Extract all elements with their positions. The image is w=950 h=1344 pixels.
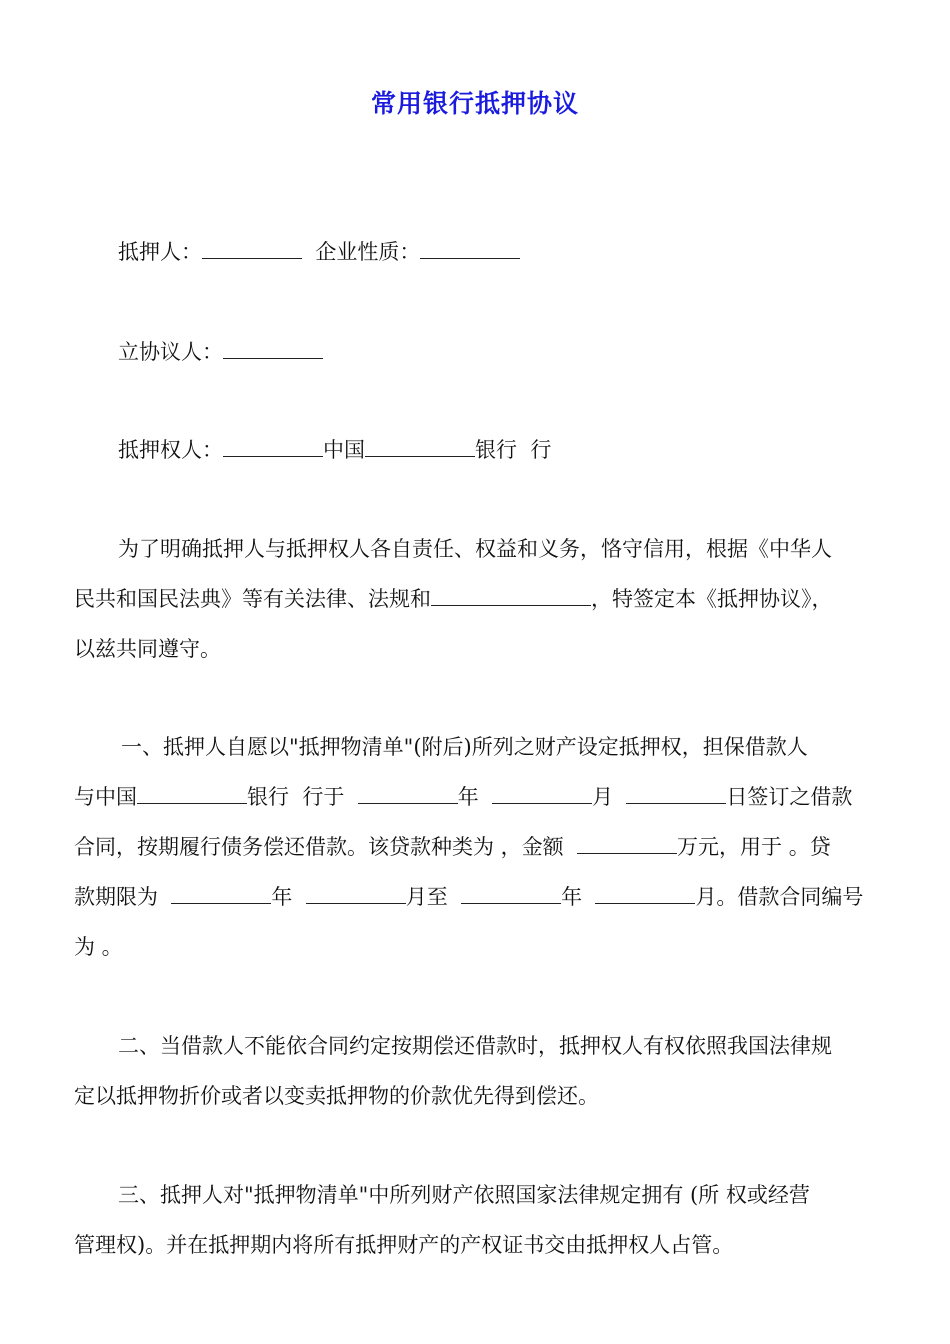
document-title: 常用银行抵押协议	[370, 89, 579, 118]
intro-line-2	[74, 574, 894, 624]
clause1-text-g: 万元，用于 。贷	[677, 835, 831, 859]
year-blank-1[interactable]	[358, 783, 458, 804]
intro-text-a: 民共和国民法典》等有关法律、法规和	[74, 587, 431, 611]
field-line-mortgagee	[118, 425, 938, 475]
field-line-mortgagor	[118, 227, 938, 277]
month-blank-1[interactable]	[492, 783, 592, 804]
clause1-line-2	[74, 772, 894, 822]
clause1-text-h: 款期限为	[74, 885, 172, 909]
year-blank-3[interactable]	[461, 883, 561, 904]
clause3-line-1: 三、抵押人对"抵押物清单"中所列财产依照国家法律规定拥有 (所 权或经营	[118, 1183, 810, 1207]
year-blank-2[interactable]	[171, 883, 271, 904]
field-line-party	[118, 327, 938, 377]
clause1-text-j: 月至	[405, 885, 462, 909]
clause1-line-3	[74, 822, 894, 872]
mortgagor-blank[interactable]	[202, 238, 302, 259]
party-label: 立协议人：	[118, 340, 223, 364]
clause1-text-f: 合同，按期履行债务偿还借款。该贷款种类为 ，金额	[74, 835, 578, 859]
party-blank[interactable]	[223, 338, 323, 359]
clause1-line-5: 为 。	[74, 935, 123, 959]
intro-text-b: ，特签定本《抵押协议》，	[591, 587, 833, 611]
clause3-line-2: 管理权)。并在抵押期内将所有抵押财产的产权证书交由抵押权人占管。	[74, 1233, 734, 1257]
clause1-line-1: 一、抵押人自愿以"抵押物清单"(附后)所列之财产设定抵押权，担保借款人	[121, 735, 808, 759]
month-blank-2[interactable]	[306, 883, 406, 904]
mortgagor-label: 抵押人：	[118, 240, 202, 264]
clause1-text-k: 年	[561, 885, 596, 909]
amount-blank[interactable]	[577, 833, 677, 854]
bank-blank[interactable]	[137, 783, 247, 804]
enterprise-label: 企业性质：	[315, 240, 421, 264]
mortgagee-label: 抵押权人：	[118, 438, 223, 462]
clause1-text-d: 月	[592, 785, 627, 809]
clause1-text-i: 年	[271, 885, 306, 909]
clause1-text-l: 月。借款合同编号	[695, 885, 864, 909]
clause1-text-e: 日签订之借款	[726, 785, 853, 809]
intro-line-3: 以兹共同遵守。	[74, 637, 221, 661]
mortgagee-bank: 银行 行	[475, 438, 552, 462]
intro-line-1: 为了明确抵押人与抵押权人各自责任、权益和义务，恪守信用，根据《中华人	[118, 537, 832, 561]
clause2-line-1: 二、当借款人不能依合同约定按期偿还借款时，抵押权人有权依照我国法律规	[118, 1034, 832, 1058]
clause2-line-2: 定以抵押物折价或者以变卖抵押物的价款优先得到偿还。	[74, 1084, 599, 1108]
clause1-text-a: 与中国	[74, 785, 137, 809]
clause1-text-b: 银行 行于	[247, 785, 358, 809]
clause1-text-c: 年	[457, 785, 493, 809]
enterprise-blank[interactable]	[420, 238, 520, 259]
day-blank-1[interactable]	[626, 783, 726, 804]
month-blank-3[interactable]	[595, 883, 695, 904]
clause1-line-4	[74, 872, 894, 922]
mortgagee-blank[interactable]	[223, 436, 323, 457]
regulation-blank[interactable]	[431, 585, 591, 606]
bank-name-blank[interactable]	[365, 436, 475, 457]
mortgagee-china: 中国	[323, 438, 365, 462]
